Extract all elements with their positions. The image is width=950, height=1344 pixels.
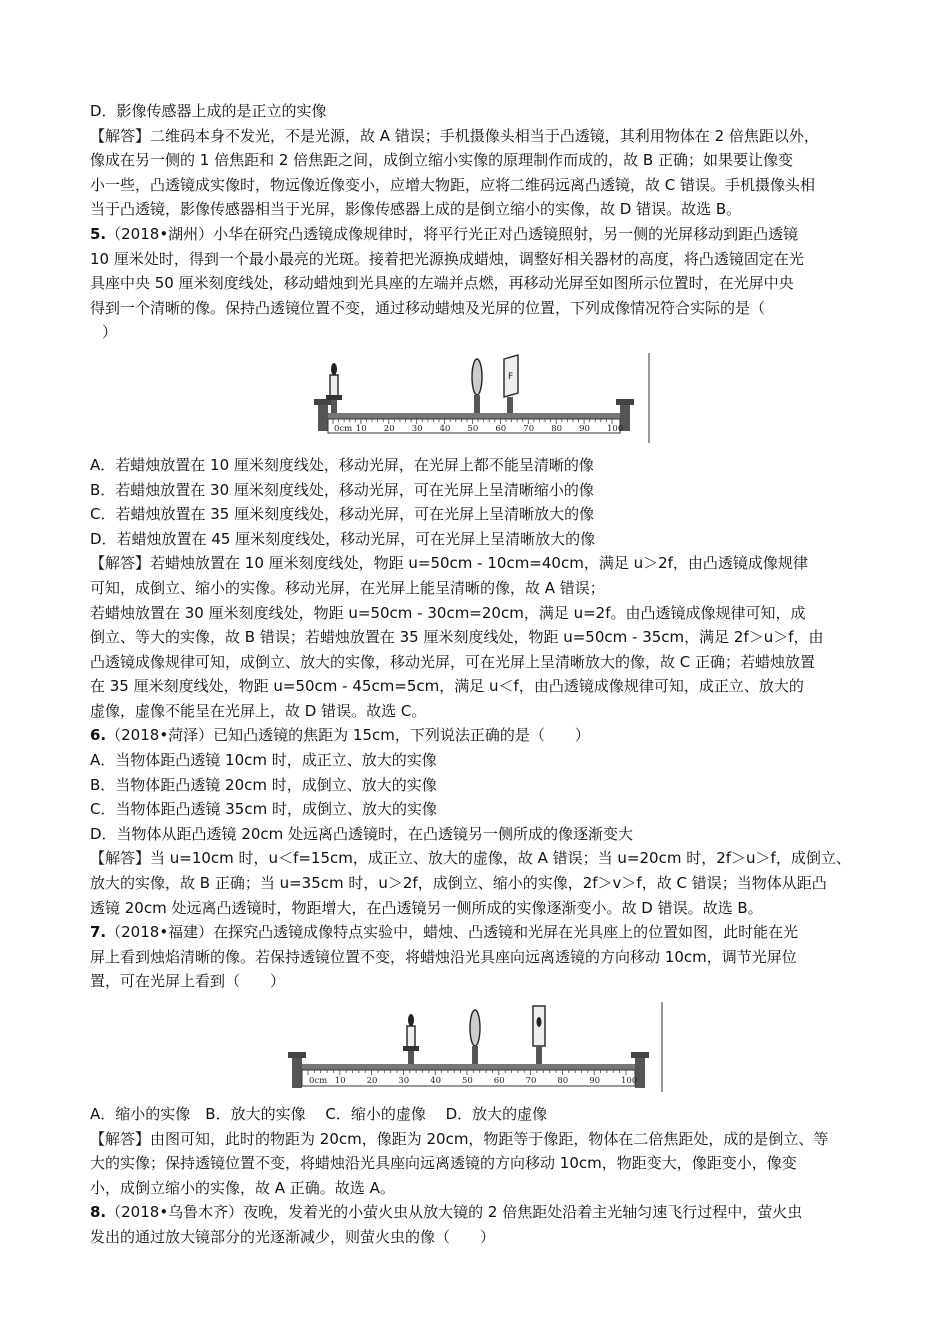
candle-2	[403, 1014, 419, 1064]
q8-stem-line: 发出的通过放大镜部分的光逐渐减少，则萤火虫的像（ ）	[90, 1227, 496, 1246]
q7-stem-line: 屏上看到烛焰清晰的像。若保持透镜位置不变，将蜡烛沿光具座向远离透镜的方向移动 10cm，调节光屏位	[90, 947, 797, 966]
q6-number: 6.	[90, 726, 107, 745]
q4-answer-line: 小一些，凸透镜成实像时，物远像近像变小，应增大物距，应将二维码远离凸透镜，故 C 错误。手机摄像头相	[90, 175, 816, 194]
ruler-tick-label: 90	[579, 423, 590, 434]
q5-option-c: C．若蜡烛放置在 35 厘米刻度线处，移动光屏，可在光屏上呈清晰放大的像	[90, 505, 595, 524]
ruler-tick-label: 30	[411, 423, 423, 434]
optical-bench-figure-2	[90, 1000, 862, 1098]
q6-option-b: B．当物体距凸透镜 20cm 时，成倒立、放大的实像	[90, 775, 437, 794]
ruler-tick-label: 10	[355, 423, 367, 434]
ruler-tick-label: 40	[439, 423, 451, 434]
q7-answer-line: 小，成倒立缩小的实像，故 A 正确。故选 A。	[90, 1178, 395, 1197]
q5-stem-line: ）	[102, 323, 118, 342]
convex-lens	[472, 359, 482, 413]
light-screen-2	[533, 1006, 545, 1064]
q6-stem-line: 6.（2018•菏泽）已知凸透镜的焦距为 15cm，下列说法正确的是（ ）	[90, 726, 590, 745]
ruler-tick-label: 90	[589, 1076, 601, 1086]
ruler-tick-label: 0cm	[309, 1076, 328, 1086]
convex-lens-2	[470, 1010, 480, 1064]
ruler-tick-label: 100	[621, 1076, 638, 1086]
q4-answer-line: 当于凸透镜，影像传感器相当于光屏，影像传感器上成的是倒立缩小的实像，故 D 错误。故选 B。	[90, 200, 742, 219]
q6-answer-line: 放大的实像，故 B 正确；当 u=35cm 时，u＞2f，成倒立、缩小的实像，2f＞v＞f，故 C 错误；当物体从距凸	[90, 874, 827, 893]
q4-answer-line: 像成在另一侧的 1 倍焦距和 2 倍焦距之间，成倒立缩小实像的原理制作而成的，故 B 正确；如果要让像变	[90, 151, 793, 170]
q5-answer-line: 若蜡烛放置在 30 厘米刻度线处，物距 u=50cm - 30cm=20cm，满足 u=2f。由凸透镜成像规律可知，成	[90, 603, 806, 622]
q5-option-d: D．若蜡烛放置在 45 厘米刻度线处，移动光屏，可在光屏上呈清晰放大的像	[90, 529, 596, 548]
q6-answer-line: 【解答】当 u=10cm 时，u＜f=15cm，成正立、放大的虚像，故 A 错误；当 u=20cm 时，2f＞u＞f，成倒立、	[90, 849, 851, 868]
q6-answer-line: 透镜 20cm 处远离凸透镜时，物距增大，在凸透镜另一侧所成的实像逐渐变小。故 D 错误。故选 B。	[90, 898, 763, 917]
q7-option-d: D．放大的虚像	[445, 1105, 548, 1123]
ruler-tick-label: 0cm	[334, 423, 353, 434]
optical-bench-diagram	[90, 351, 862, 449]
q5-answer-line: 可知，成倒立、缩小的实像。移动光屏，在光屏上能呈清晰的像，故 A 错误；	[90, 578, 605, 597]
q5-stem-line: 10 厘米处时，得到一个最小最亮的光斑。接着把光源换成蜡烛，调整好相关器材的高度，将凸透镜固定在光	[90, 249, 804, 268]
candle	[326, 363, 342, 413]
q7-stem-line: 7.（2018•福建）在探究凸透镜成像特点实验中，蜡烛、凸透镜和光屏在光具座上的位置如图，此时能在光	[90, 923, 799, 942]
q5-stem-line: 5.（2018•湖州）小华在研究凸透镜成像规律时，将平行光正对凸透镜照射，另一侧的光屏移动到距凸透镜	[90, 224, 799, 243]
q5-stem-line: 具座中央 50 厘米刻度线处，移动蜡烛到光具座的左端并点燃，再移动光屏至如图所示位置时，在光屏中央	[90, 274, 794, 293]
q7-number: 7.	[90, 923, 107, 942]
q6-option-c: C．当物体距凸透镜 35cm 时，成倒立、放大的实像	[90, 800, 437, 819]
q5-answer-line: 倒立、等大的实像，故 B 错误；若蜡烛放置在 35 厘米刻度线处，物距 u=50cm - 35cm，满足 2f＞u＞f，由	[90, 628, 824, 647]
q6-option-d: D．当物体从距凸透镜 20cm 处远离凸透镜时，在凸透镜另一侧所成的像逐渐变大	[90, 824, 634, 843]
q5-option-a: A．若蜡烛放置在 10 厘米刻度线处，移动光屏，在光屏上都不能呈清晰的像	[90, 455, 594, 474]
q7-options-row	[90, 1102, 862, 1127]
ruler-tick-label: 60	[495, 423, 507, 434]
q7-option-b: B．放大的实像	[205, 1105, 306, 1123]
ruler-tick-label: 70	[523, 423, 535, 434]
q5-answer-line: 【解答】若蜡烛放置在 10 厘米刻度线处，物距 u=50cm - 10cm=40cm，满足 u＞2f，由凸透镜成像规律	[90, 554, 808, 573]
q5-number: 5.	[90, 224, 107, 243]
q5-stem-line: 得到一个清晰的像。保持凸透镜位置不变，通过移动蜡烛及光屏的位置，下列成像情况符合实际的是（	[90, 298, 766, 317]
q7-stem-line: 置，可在光屏上看到（ ）	[90, 972, 286, 991]
q6-option-a: A．当物体距凸透镜 10cm 时，成正立、放大的实像	[90, 751, 437, 770]
q4-option-d: D．影像传感器上成的是正立的实像	[90, 102, 327, 120]
ruler-tick-label: 20	[366, 1076, 378, 1086]
q8-number: 8.	[90, 1203, 107, 1222]
q7-option-a: A．缩小的实像	[90, 1105, 191, 1123]
ruler-tick-label: 100	[607, 423, 624, 434]
q7-answer-line: 【解答】由图可知，此时的物距为 20cm，像距为 20cm，物距等于像距，物体在二倍焦距处，成的是倒立、等	[90, 1129, 829, 1148]
ruler-tick-label: 80	[551, 423, 563, 434]
ruler-tick-label: 80	[557, 1076, 569, 1086]
optical-bench-figure-1	[90, 351, 862, 449]
q8-stem-line: 8.（2018•乌鲁木齐）夜晚，发着光的小萤火虫从放大镜的 2 倍焦距处沿着主光轴匀速飞行过程中，萤火虫	[90, 1203, 803, 1222]
ruler-tick-label: 20	[383, 423, 395, 434]
screen-image-mark: F	[508, 371, 514, 382]
document-page	[90, 99, 862, 1250]
q5-answer-line: 凸透镜成像规律可知，成倒立、放大的实像，移动光屏，可在光屏上呈清晰放大的像，故 C 正确；若蜡烛放置	[90, 652, 816, 671]
ruler-tick-label: 10	[334, 1076, 346, 1086]
ruler-tick-label: 30	[398, 1076, 410, 1086]
ruler-tick-label: 60	[493, 1076, 505, 1086]
ruler-tick-label: 50	[462, 1076, 473, 1086]
ruler-tick-label: 40	[430, 1076, 442, 1086]
q5-option-b: B．若蜡烛放置在 30 厘米刻度线处，移动光屏，可在光屏上呈清晰缩小的像	[90, 480, 594, 499]
ruler-tick-label: 50	[467, 423, 479, 434]
q7-option-c: C．缩小的虚像	[325, 1105, 426, 1123]
q5-answer-line: 在 35 厘米刻度线处，物距 u=50cm - 45cm=5cm，满足 u＜f，由凸透镜成像规律可知，成正立、放大的	[90, 677, 804, 696]
q4-answer-line: 【解答】二维码本身不发光，不是光源，故 A 错误；手机摄像头相当于凸透镜，其利用物体在 2 倍焦距以外，	[90, 126, 819, 145]
ruler-tick-label: 70	[525, 1076, 537, 1086]
light-screen	[504, 355, 518, 413]
optical-bench-diagram-2	[90, 1000, 862, 1098]
q5-answer-line: 虚像，虚像不能呈在光屏上，故 D 错误。故选 C。	[90, 701, 427, 720]
q7-answer-line: 大的实像；保持透镜位置不变，将蜡烛沿光具座向远离透镜的方向移动 10cm，物距变大，像距变小，像变	[90, 1154, 797, 1173]
